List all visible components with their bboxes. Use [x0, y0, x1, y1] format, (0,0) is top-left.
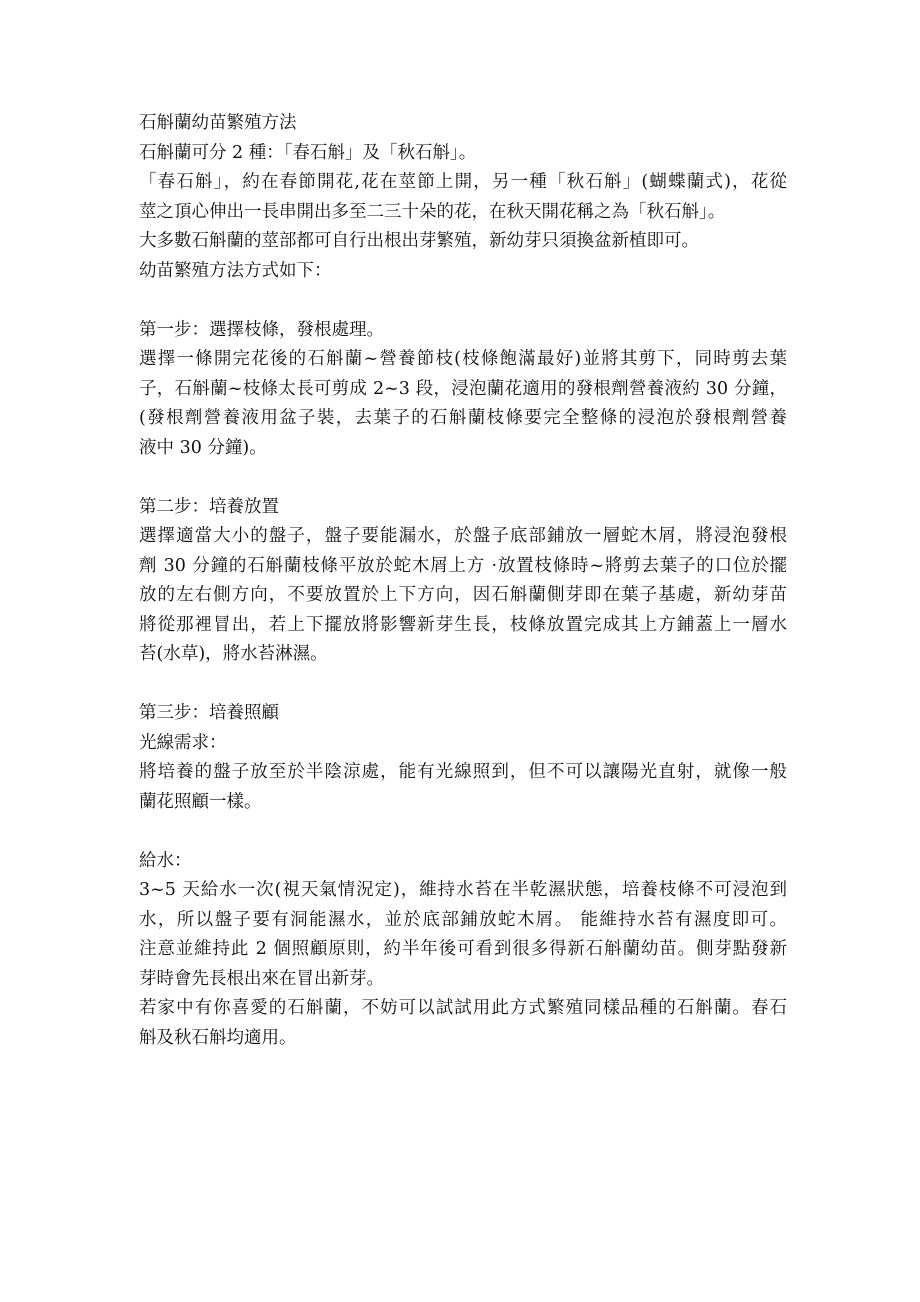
intro-line: 大多數石斛蘭的莖部都可自行出根出芽繁殖，新幼芽只須換盆新植即可。 [139, 231, 699, 251]
step3-section [139, 699, 787, 1053]
step3-heading: 第三步：培養照顧 [139, 703, 279, 723]
paragraph-spacer [139, 817, 787, 847]
water-line: 斛及秋石斛均適用。 [139, 1027, 297, 1048]
intro-line: 「春石斛」，約在春節開花,花在莖節上開，另一種「秋石斛」(蝴蝶蘭式)，花從 [139, 172, 787, 192]
water-line: 若家中有你喜愛的石斛蘭，不妨可以試試用此方式繁殖同樣品種的石斛蘭。春石 [139, 998, 787, 1018]
step2-line: 選擇適當大小的盤子，盤子要能漏水，於盤子底部鋪放一層蛇木屑，將浸泡發根 [139, 526, 787, 546]
intro-line: 莖之頂心伸出一長串開出多至二三十朵的花，在秋天開花稱之為「秋石斛」。 [139, 201, 726, 222]
paragraph-spacer [139, 463, 787, 493]
intro-line: 幼苗繁殖方法方式如下： [139, 260, 332, 281]
water-line: 水，所以盤子要有洞能濕水，並於底部鋪放蛇木屑。 能維持水苔有濕度即可。 [139, 909, 787, 930]
document-title: 石斛蘭幼苗繁殖方法 [139, 113, 297, 133]
light-line: 將培養的盤子放至於半陰涼處，能有光線照到，但不可以讓陽光直射，就像一般 [139, 762, 787, 782]
step1-section [139, 316, 787, 464]
water-line: 注意並維持此 2 個照顧原則，約半年後可看到很多得新石斛蘭幼苗。側芽點發新 [139, 939, 787, 959]
step1-heading: 第一步：選擇枝條，發根處理。 [139, 319, 384, 340]
step2-section [139, 493, 787, 670]
water-label: 給水： [139, 850, 192, 871]
step1-line: 子，石斛蘭~枝條太長可剪成 2~3 段，浸泡蘭花適用的發根劑營養液約 30 分鐘， [139, 378, 787, 399]
step1-line: (發根劑營養液用盆子裝，去葉子的石斛蘭枝條要完全整條的浸泡於發根劑營養 [139, 408, 787, 428]
step2-line: 劑 30 分鐘的石斛蘭枝條平放於蛇木屑上方 ·放置枝條時~將剪去葉子的口位於擺 [139, 555, 787, 576]
water-line: 芽時會先長根出來在冒出新芽。 [139, 968, 384, 989]
step2-line: 苔(水草)，將水苔淋濕。 [139, 644, 328, 664]
water-line: 3~5 天給水一次(視天氣情況定)，維持水苔在半乾濕狀態，培養枝條不可浸泡到 [139, 880, 787, 900]
paragraph-spacer [139, 286, 787, 316]
paragraph-spacer [139, 670, 787, 700]
step2-line: 將從那裡冒出，若上下擺放將影響新芽生長，枝條放置完成其上方鋪蓋上一層水 [139, 614, 787, 635]
document-page [139, 109, 787, 1053]
step1-line: 液中 30 分鐘)。 [139, 437, 267, 458]
step2-line: 放的左右側方向，不要放置於上下方向，因石斛蘭側芽即在葉子基處，新幼芽苗 [139, 585, 787, 605]
light-label: 光線需求： [139, 732, 227, 753]
light-line: 蘭花照顧一樣。 [139, 791, 262, 812]
step1-line: 選擇一條開完花後的石斛蘭~營養節枝(枝條飽滿最好)並將其剪下，同時剪去葉 [139, 349, 787, 369]
intro-line: 石斛蘭可分 2 種：「春石斛」及「秋石斛」。 [139, 142, 477, 163]
step2-heading: 第二步：培養放置 [139, 496, 279, 517]
